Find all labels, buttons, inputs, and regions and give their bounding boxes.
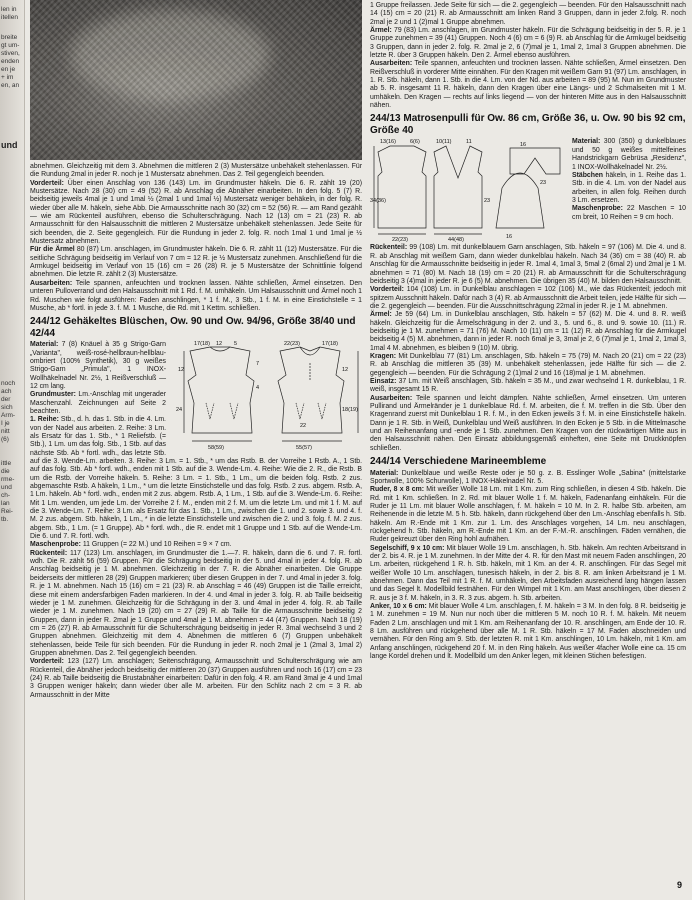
dim-label: 6(6) (410, 139, 420, 146)
gutter-text: + im (1, 74, 14, 81)
gauge-2-paragraph: Maschenprobe: 22 Maschen = 10 cm breit, 10 Reihen = 9 cm hoch. (572, 205, 686, 221)
collar-opening-paragraph: 1 Gruppe freilassen. Jede Seite für sich — die 2. gegengleich — beenden. Für den Halsausschnitt nach 14 (15) cm = 20 (21) R. ab Armausschnitt am linken Rand 3 Gruppen, dann in jeder 2.folg. R. noch 2mal je 2 und 1 (2)mal 1 Gruppe abnehmen. (370, 2, 687, 26)
dim-label: 23 (540, 180, 547, 187)
anchor-paragraph: Anker, 10 x 6 cm: Mit blauer Wolle 4 Lm. anschlagen, f. M. häkeln = 3 M. In den folg. 8 R. beidseitig je 1 M. zunehmen = 19 M. Nun nur noch über die mittleren 5 M. noch 10 R. f. M. häkeln. Mit neuem Faden 2 Lm. anschlagen und mit 1 Km. am Reihenanfang der 10. R. anschlingen, am Ende der 10. R. 8 Lm. ausführen und rückgehend über alle M. 1 R. Stb. häkeln = 17 M. Faden abschneiden und vernähen. Für den Ring am 9. Stb. der letzten R. mit 1 Km. anschlingen, 10 Lm. häkeln, mit 1 Km. am Anfang anschlingen, rückgehend 20 f. M. in den Ring häkeln. Aus weißer 4facher Wolle eine ca. 15 cm lange Kordel drehen und lt. Modellbild um den Anker legen, mit kleinen Stichen befestigen. (370, 603, 686, 661)
gutter-text: tb. (1, 516, 9, 523)
sailboat-paragraph: Segelschiff, 9 x 10 cm: Mit blauer Wolle 19 Lm. anschlagen, h. Stb. häkeln. Am rechten Arbeitsrand in der 2. bis 4. R. je 1 M. zunehmen. In der Mitte der 4. R. für den Mast mit neuem Faden anschlingen, 20 Lm. arbeiten, rückgehend 1 R. h. Stb. häkeln, mit 1 Km. an der 4. R. anschlingen. Für das Segel mit weißer Wolle 10 Lm. anschlagen, tunesisch häkeln, in der 2. bis 8. R. am linken Arbeitsrand je 1 M. abnehmen. Dann das Teil mit 1 R. f. M. umhäkeln, den Arbeitsfaden ausreichend lang hängen lassen und das Segel lt. Modellbild festnähen. Für den Wimpel mit 1 Km. am Mast anschlingen, über diesen 2 R. aus je 3 f. M. häkeln, in 3. R. 3 zus. abgem. h. Stb. arbeiten. (370, 544, 686, 602)
dim-label: 34(36) (370, 198, 386, 205)
gutter-text: gt um- (1, 42, 20, 49)
gutter-text: lan (1, 500, 10, 507)
finishing-paragraph: Ausarbeiten: Teile spannen, anfeuchten und trocknen lassen. Nähte schließen, Ärmel einsetzen. Den unteren Pulloverrand und den Halsausschnitt mit 1 Rd. f. M. umhäkeln. Um Halsausschnitt und Ärmel noch 1 Rd. Muschen wie folgt ausführen: Faden anschlingen, * 1 f. M., 3 Stb., 1 f. M. in eine Einstichstelle = 1 Musche, ab * fortl. in jede 3. f. M. 1 Musche, die Rd. mit 1 Kettm. schließen. (30, 279, 362, 312)
sailor-sweater-diagram (370, 138, 566, 242)
gutter-text: und (1, 484, 12, 491)
dim-label: 13(16) (380, 139, 396, 146)
collar-paragraph: Kragen: Mit Dunkelblau 77 (81) Lm. anschlagen, Stb. häkeln = 75 (79) M. Nach 20 (21) cm = 22 (23) R. ab Anschlag die mittleren 35 (39) M. unbehäkelt stehenlassen, jede Hälfte für sich — die 2. gegengleich — beenden. Für die Schrägung 2 (1)mal 2 und 16 (18)mal je 1 M. abnehmen. (370, 352, 686, 377)
finishing-2-paragraph: Ausarbeiten: Teile spannen, anfeuchten und trocknen lassen. Nähte schließen, Ärmel einsetzen. Den Reißverschluß in vorderer Mitte einnähen. Für den Kragen mit weißem Garn 91 (97) Lm. anschlagen, in 1. R. Stb. häkeln, dann 1. Stb. in die 4. Lm. von der Nd. aus arbeiten = 89 (95) M. Nun im Grundmuster ab 5. R. insgesamt 11 R. häkeln, dann den Kragen über eine Längs- und 2 Schmalseiten mit 1 M. umhäkeln. Den Kragen — rechts auf links liegend — von der hinteren Mitte aus in den Halsausschnitt nähen. (370, 60, 686, 110)
dim-label: 12 (342, 367, 349, 374)
gutter-text: I je (1, 420, 10, 427)
gutter-text: breite (1, 34, 18, 41)
dim-label: 44(48) (448, 237, 464, 243)
insert-paragraph: Einsatz: 37 Lm. mit Weiß anschlagen, Stb. häkeln = 35 M., und zwar wechselnd 1 R. dunkelblau, 1 R. weiß, insgesamt 15 R. (370, 377, 686, 394)
gutter-text: noch (1, 380, 16, 387)
finishing-3-paragraph: Ausarbeiten: Teile spannen und leicht dämpfen. Nähte schließen, Ärmel einsetzen. Um unteren Pullirand und Ärmelränder je 1 dunkelblaue Rd. f. M. arbeiten, die f. M. treffen in die Stb. Über den Kragenrand zuerst mit Dunkelblau 1 R. f. M., in den Ecken jeweils 3 f. M. in eine Einstichstelle häkeln. Dann je 1 R. Stb. in Weiß, Dunkelblau und Weiß ausführen. In den Ecken je 5 Stb. in die Mittelmasche und an Reihenanfang und -ende je 1 Stb. zunehmen. Den Kragen von der rückwärtigen Mitte aus in den Halsausschnitt nähen. Den Einsatz abbildungsgemäß einheften, eine Seite mit Druckknöpfen schließen. (370, 394, 686, 452)
dim-label: 22(23) (392, 237, 408, 243)
section-heading-244-13: 244/13 Matrosenpulli für Ow. 86 cm, Größe 36, u. Ow. 90 bis 92 cm, Größe 40 (370, 113, 686, 136)
gutter-text: en, an (1, 82, 20, 89)
intro-paragraph: abnehmen. Gleichzeitig mit dem 3. Abnehmen die mittleren 2 (3) Mustersätze unbehäkelt stehenlassen. Für die Rundung 2mal in jeder R. noch je 1 Mustersatz abnehmen. Das 2. Teil gegengleich beenden. (30, 163, 362, 179)
dim-label: 55(57) (296, 445, 312, 452)
sleeve-paragraph: Für die Ärmel 80 (87) Lm. anschlagen, im Grundmuster häkeln. Die 6. R. zählt 11 (12) Mustersätze. Für die seitliche Schrägung beidseitig im Verlauf von 7 cm = 12 R. je ½ Mustersatz zunehmen. Anschließend für die Armkugel beidseitig im Verlauf von 15 (16) cm = 26 (28) R. je 5 Mustersätze der Schnittlinie folgend abnehmen. Die letzte R. zählt 2 (3) Mustersätze. (30, 246, 362, 279)
material-3-paragraph: Material: Dunkelblaue und weiße Reste oder je 50 g. z. B. Esslinger Wolle „Sabina" (mittelstarke Sportwolle, 100% Schurwolle), 1 INOX-Häkelnadel Nr. 5. (370, 469, 686, 485)
gutter-text: ittle (1, 460, 12, 467)
dim-label: 17(18) (194, 341, 210, 348)
section-heading-244-14: 244/14 Verschiedene Marineembleme (370, 456, 547, 468)
dim-label: 10(11) (436, 139, 452, 146)
pattern-paragraph: Grundmuster: Lm.-Anschlag mit ungerader Maschenzahl. Zeichnungen auf Seite 2 beachten. (30, 391, 166, 415)
sleeve-2-paragraph: Ärmel: 79 (83) Lm. anschlagen, im Grundmuster häkeln. Für die Schrägung beidseitig in der 5. R. je 1 Gruppe zunehmen = 39 (41) Gruppen. Noch 4 (6) cm = 6 (9) R. ab Anschlag für die Armkugel beidseitig 3 Gruppen, dann in jeder 2. folg. R. 2mal je 2, 6 (7)mal je 1, 1mal 2, 1mal 3 Gruppen abnehmen. Die letzte R. über 3 Gruppen häkeln. Den 2. Ärmel ebenso ausführen. (370, 27, 686, 60)
left-text-block (30, 163, 362, 700)
dim-label: 24 (176, 407, 183, 414)
gutter-text: en je (1, 66, 16, 73)
knit-fabric-photo (30, 0, 362, 160)
rows-paragraph: 1. Reihe: Stb., d. h. das 1. Stb. in die 4. Lm. von der Nadel aus arbeiten. 2. Reihe: 3 Lm. als Ersatz für das 1. Stb., * 1 Reliefstb. (= Stb.), 1 Lm. um das folg. Stb., 1 Stb. auf das nächste Stb. Ab * fortl. wdh., das letzte Stb. auf die 3. Wende-Lm. arbeiten. 3. Reihe: 3 Lm. = 1. Stb., * um das Rstb. B. der Vorreihe 1 Rstb. A., 1 Stb. auf das folg. Stb. Ab * fortl. wdh., enden mit 1 Stb. auf die 3. Wende-Lm. 4. Reihe: Wie die 2. R., die Rstb. B um die Rstb. der Vorreihe häkeln. 5. Reihe: 3 Lm. = 1. Stb., 1 Lm., um die beiden folg. Rstb. 2 zus. abgemaschte Rstb. A häkeln, 1 Lm., * um die letzte Einstichstelle und das folg. Rstb. 2 zus. abgem. Rstb. A, 1 Lm. häkeln. Ab * fortl. wdh., enden mit 2 zus. abgem. Rstb. A, 1 Lm., 1 Stb. auf die 3. Wende-Lm. 6. Reihe: Mit 1 Lm. wenden, um jede Lm. der Vorreihe 2 f. M., enden mit 2 f. M. um die letzte Lm. und mit 1 f. M. auf die 3. Wende-Lm. 7. Reihe: 3 Lm. als Ersatz für das 1. Stb., 1 Lm., zwischen die 1. und 2. sowie 3. und 4. f. M. 2 zus. abgem. Stb. häkeln, 1 Lm., * in die letzte Einstichstelle und zwischen die 2. und 3. folg. f. M. 2 zus. abgem. Stb., 1 Lm. (= 1 Gruppe). Ab * fortl. wdh., die R. endet mit 1 Gruppe und 1 Stb. auf die Wende-Lm. Die 6. und 7. R. fortl. wdh. (30, 416, 362, 541)
dim-label: 12 (216, 341, 223, 348)
gutter-section-label: und (1, 140, 18, 150)
front-piece-2-paragraph: Vorderteil: 123 (127) Lm. anschlagen; Seitenschrägung, Armausschnitt und Schulterschrägung wie am Rückenteil, die Abnäher jedoch beidseitig der mittleren 20 (37) Gruppen ausführen und noch 16 (17) cm = 23 (24) R. ab Taille beidseitig die Brustabnäher einarbeiten: Dafür in den folg. 4 R. am Rand 3mal je 4 und 1mal 3 Gruppen weniger häkeln; dann wieder über alle M. arbeiten. Für den Schlitz nach 2 cm = 3 R. ab Armausschnitt in der Mitte (30, 658, 362, 699)
gutter-text: enden (1, 58, 20, 65)
right-column (370, 0, 686, 900)
dim-label: 7 (256, 361, 260, 368)
dim-label: 11 (466, 139, 472, 146)
dim-label: 16 (520, 142, 527, 149)
rudder-paragraph: Ruder, 8 x 8 cm: Mit weißer Wolle 18 Lm. mit 1 Km. zum Ring schließen, in diesen 4 Stb. häkeln. Die Rd. mit 1 Km. schließen. In 2. Rd. mit blauer Wolle 1 f. M. häkeln, Fadenanfang einhäkeln. Für die Ruder je 11 Lm. mit blauer Wolle anschlagen, f. M. häkeln = 10 M. In 2. R. halbe Stb. arbeiten, am Reihenende in die letzte M. 5 h. Stb. häkeln, dann rückgehend über den Lm.-Anschlag ebenfalls h. Stb. häkeln. Am R.-Ende mit 1 Km. zur 1. Lm. des Anschlages vorgehen, 14 Lm. neu anschlagen, rückgehend h. Stb. häkeln, am R.-Ende mit 1 Km. an der F.-M.-R. anschlingen. Fäden vernähen, die Ruder gekreuzt über den Ring hohl aufnähen. (370, 486, 686, 544)
section-heading-244-12: 244/12 Gehäkeltes Blüschen, Ow. 90 und Ow. 94/96, Größe 38/40 und 42/44 (30, 316, 356, 339)
dim-label: 12 (178, 367, 185, 374)
dim-label: 17(18) (322, 341, 338, 348)
material-2-paragraph: Material: 300 (350) g dunkelblaues und 50 g weißes mittelfeines Handstrickgarn Gebrüsa „Residenz", 1 INOX-Wollhäkelnadel Nr. 2½. (572, 138, 686, 171)
gutter-text: nitt (1, 428, 10, 435)
left-column (30, 0, 362, 900)
front-piece-3-paragraph: Vorderteil: 104 (108) Lm. in Dunkelblau anschlagen = 102 (106) M., wie das Rückenteil; jedoch mit spitzem Ausschnitt häkeln. Dafür nach 3 (4) R. ab Armausschnitt die Arbeit teilen, jede Hälfte für sich — die 2. gegengleich — beenden. Für die Ausschnittschrägung 22mal in jeder R. je 1 M. abnehmen. (370, 286, 686, 310)
dim-label: 16 (506, 234, 513, 241)
blouse-pattern-diagram (172, 341, 362, 453)
dim-label: 22(23) (284, 341, 300, 348)
material-paragraph: Material: 7 (8) Knäuel à 35 g Strigo-Garn „Varianta", weiß-rosé-hellbraun-hellblau-ombriert (100% Synthetik), 30 g weißes Strigo-Garn „Primula", 1 INOX-Wollhäkelnadel Nr. 2½, 1 Reißverschluß — 12 cm lang. (30, 341, 167, 390)
gutter-text: (6) (1, 436, 9, 443)
page-number: 9 (676, 880, 682, 890)
gutter-text: ach (1, 388, 12, 395)
dim-label: 4 (256, 385, 260, 392)
dim-label: 23 (484, 198, 491, 205)
gutter-text: der (1, 396, 11, 403)
gutter-text: ch- (1, 492, 11, 499)
dim-label: 5 (234, 341, 238, 348)
gauge-paragraph: Maschenprobe: 11 Gruppen (= 22 M.) und 10 Reihen = 9 × 7 cm. (30, 541, 232, 549)
dim-label: 18(19) (342, 407, 358, 414)
gutter-text: Arm- (1, 412, 16, 419)
gutter-text: itellen (1, 14, 18, 21)
gutter-text: die (1, 468, 10, 475)
gutter-text: sich (1, 404, 13, 411)
sleeve-3-paragraph: Ärmel: Je 59 (64) Lm. in Dunkelblau anschlagen, Stb. häkeln = 57 (62) M. Die 4. und 8. R. weiß häkeln. Gleichzeitig für die Ärmelschrägung in der 2. und 3., 5. und 6., 8. und 9. sowie 10. (11.) R. beidseitig je 1 M. zunehmen = 71 (76) M. Nach 10 (11) cm = 11 (12) R. ab Anschlag für die Armkugel beidseitig 4 (5) M. abnehmen, dann in jeder R. noch 6mal je 3, 3mal je 2, 6 (7)mal je 1, 1mal 2, 1mal 3, 1mal 4 M. abnehmen, es bleiben 9 (10) M. übrig. (370, 311, 686, 352)
dim-label: 58(59) (208, 445, 224, 452)
gutter-text: stiven, (1, 50, 20, 57)
dim-label: 22 (300, 423, 307, 430)
gutter-text: rme- (1, 476, 15, 483)
stitch-paragraph: Stäbchen häkeln, in 1. Reihe das 1. Stb. in die 4. Lm. von der Nadel aus arbeiten, in allen folg. Reihen durch 3 Lm. ersetzen. (572, 171, 686, 204)
front-piece-paragraph: Vorderteil: Über einen Anschlag von 136 (143) Lm. im Grundmuster häkeln. Die 6. R. zählt 19 (20) Mustersätze. Nach 28 (30) cm = 49 (52) R. ab Anschlag die Abnäher einarbeiten. In den folg. 5 (7) R. beidseitig jeweils 4mal je 1 und 1mal ½ (2mal 1 und 1mal ½) Mustersatz weniger behäkeln, in der folg. R. wieder über alle M. häkeln, siehe Abb. Die Armausschnitte nach 30 (32) cm = 52 (56) R. — am Rand gezählt — wie am Rückenteil ausführen, ebenso die Schulterschrägung. Nach 12 (13) cm = 21 (23) R. ab Armausschnitt für den Halsausschnitt die mittleren 2 Mustersätze unbehäkelt stehenlassen. Jede Seite für sich beenden, die 2. Seite gegengleich. Für die Rundung in jeder 2. folg. R. noch 1mal 1 und 1mal je ½ Mustersatz abnehmen. (30, 179, 362, 246)
back-piece-2-paragraph: Rückenteil: 99 (108) Lm. mit dunkelblauem Garn anschlagen, Stb. häkeln = 97 (106) M. Die 4. und 8. R. ab Anschlag mit weißem Garn, dann wieder dunkelblau häkeln. Nach 34 (36) cm = 38 (40) R. ab Anschlag für die Armausschnitte beidseitig in jeder R. 1mal 4, 1mal 3, 5mal 2 (6mal 2) und 2mal je 1 M. abnehmen = 71 (80) M. Nach 18 (19) cm = 20 (21) R. ab Armausschnitt für die Schulterschrägung beidseitig 3 (4)mal in jeder R. je 6 (5) M. abnehmen. Die übrigen 35 (40) M. bilden den Halsausschnitt. (370, 244, 686, 285)
previous-page-edge (0, 0, 25, 900)
gutter-text: Rei- (1, 508, 13, 515)
gutter-text: len in (1, 6, 17, 13)
back-piece-paragraph: Rückenteil: 117 (123) Lm. anschlagen, im Grundmuster die 1.—7. R. häkeln, dann die 6. und 7. R. fortl. wdh. Die R. zählt 56 (59) Gruppen. Für die Schrägung beidseitig in der 5. und 4mal in jeder 4. folg. R. ab Anschlag beidseitig je 1 M. abnehmen. Gleichzeitig in der 7. R. die Abnäher einarbeiten. Die Gruppe beiderseits der mittleren 28 (29) Gruppen markieren; über diesen Gruppen in der 7. und 4mal in jeder 3. folg. R. je 1 M. abnehmen. Nach 15 (16) cm = 21 (23) R. ab Anschlag = 46 (49) Gruppen ist die Taille erreicht, diese mit einem andersfarbigen Faden markieren. In der 4. und 4mal in jeder 3. folg. R. ab Taille beidseitig wieder je 1 M. zunehmen. Gleichzeitig für die Schrägung in der 3. und 4mal in jeder 4. folg. R. ab Taille wieder je 1 M. zunehmen. Nach 19 (20) cm = 27 (29) R. ab Taille für die Armausschnitte beidseitig 2 Gruppen, dann in jeder R. 2mal je 1 Gruppe und 4mal je 1 M. abnehmen = 44 (47) Gruppen. Nach 18 (19) cm = 26 (27) R. ab Armausschnitt für die Schulterschrägung beidseitig in jeder R. 3mal wechselnd 3 und 2 Gruppen abnehmen. Gleichzeitig mit dem 4. Abnehmen die mittleren 6 (7) Gruppen unbehäkelt stehenlassen, beide Teile für sich beenden. Für die Rundung in jeder R. noch 2mal je 1 (2mal 3, 1mal 2) Gruppen abnehmen. Das 2. Teil gegengleich beenden. (30, 549, 362, 657)
